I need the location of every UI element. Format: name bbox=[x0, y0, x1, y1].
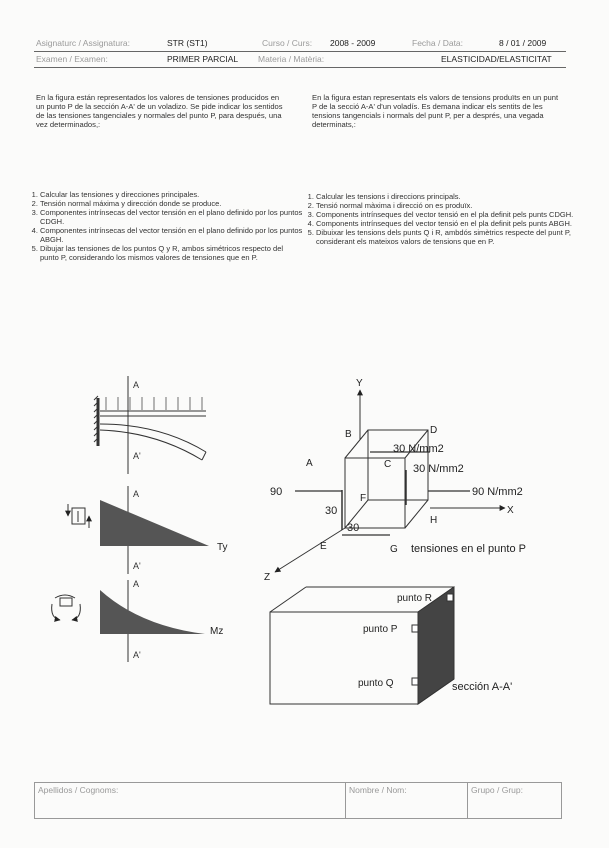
point-a-label: A bbox=[306, 458, 313, 469]
cantilever-beam-diagram bbox=[94, 376, 206, 474]
name-cell[interactable] bbox=[345, 783, 468, 818]
matter-value: ELASTICIDAD/ELASTICITAT bbox=[441, 54, 552, 64]
name-label: Nombre / Nom: bbox=[349, 785, 407, 795]
moment-diagram bbox=[52, 579, 224, 662]
question-ca-1: 1. Calcular les tensions i direccions principals. bbox=[316, 192, 579, 201]
intro-es: En la figura están representados los valores de tensiones producidos en un punto P de la sección A-A' de un voladizo. Se pide indicar los sentidos de las tensiones tangenciales y normales del punto P, para después, una vez determinados,: bbox=[36, 93, 283, 129]
exam-value: PRIMER PARCIAL bbox=[167, 54, 239, 64]
question-ca-3: 3. Components intrínseques del vector tensió en el pla definit pels punts CDGH. bbox=[316, 210, 579, 219]
student-info-box bbox=[34, 782, 562, 819]
axis-x-label: X bbox=[507, 505, 514, 516]
question-es-1: 1. Calcular las tensiones y direcciones principales. bbox=[40, 190, 303, 199]
stress-top-label: 30 N/mm2 bbox=[393, 443, 444, 455]
shear-area bbox=[100, 500, 209, 546]
point-e-label: E bbox=[320, 541, 327, 552]
point-d-label: D bbox=[430, 425, 438, 436]
ty-label: Ty bbox=[217, 542, 228, 553]
question-es-3: 3. Componentes intrínsecas del vector tensión en el plano definido por los puntos CDGH. bbox=[40, 208, 303, 226]
course-label: Curso / Curs: bbox=[262, 38, 313, 48]
moment-area bbox=[100, 590, 205, 634]
moment-section-a-label: A bbox=[133, 579, 140, 589]
seccion-label: sección A-A' bbox=[452, 681, 513, 693]
cube-caption: tensiones en el punto P bbox=[411, 543, 526, 555]
date-label: Fecha / Data: bbox=[412, 38, 464, 48]
beam-section-a-prime-label: A' bbox=[133, 451, 141, 461]
group-label: Grupo / Grup: bbox=[471, 785, 523, 795]
stress-left-normal-label: 90 bbox=[270, 486, 283, 498]
shear-diagram bbox=[68, 486, 228, 574]
intro-ca: En la figura estan representats els valors de tensions produïts en un punt P de la secció A-A' d'un voladís. Es demana indicar els sentits de les tensions tangencials i normals del punt P, per a després, una vegada determinats,: bbox=[312, 93, 559, 129]
question-ca-2: 2. Tensió normal màxima i direcció on es produïx. bbox=[316, 201, 579, 210]
question-es-4: 4. Componentes intrínsecas del vector tensión en el plano definido por los puntos ABGH. bbox=[40, 226, 303, 244]
punto-p-label: punto P bbox=[363, 624, 398, 635]
punto-q-label: punto Q bbox=[358, 678, 394, 689]
question-es-2: 2. Tensión normal máxima y dirección donde se produce. bbox=[40, 199, 303, 208]
axis-y-label: Y bbox=[356, 378, 363, 389]
surname-label: Apellidos / Cognoms: bbox=[38, 785, 119, 795]
stress-right-label: 30 N/mm2 bbox=[413, 463, 464, 475]
axis-z-label: Z bbox=[264, 572, 271, 583]
date-value: 8 / 01 / 2009 bbox=[499, 38, 547, 48]
mz-label: Mz bbox=[210, 626, 224, 637]
question-ca-5: 5. Dibuixar les tensions dels punts Q i R, ambdós simètrics respecte del punt P, considerant els mateixos valors de tensions que en P. bbox=[316, 228, 579, 246]
exam-label: Examen / Examen: bbox=[36, 54, 108, 64]
punto-r-label: punto R bbox=[397, 593, 433, 604]
shear-section-a-label: A bbox=[133, 489, 140, 499]
moment-sign-icon bbox=[52, 595, 81, 620]
moment-section-a-prime-label: A' bbox=[133, 650, 141, 660]
stress-30-bottom-label: 30 bbox=[347, 522, 360, 534]
point-g-label: G bbox=[390, 544, 398, 555]
shear-section-a-prime-label: A' bbox=[133, 561, 141, 571]
question-es-5: 5. Dibujar las tensiones de los puntos Q y R, ambos simétricos respecto del punto P, considerando los mismos valores de tensiones que en P. bbox=[40, 244, 303, 262]
matter-label: Materia / Matèria: bbox=[258, 54, 325, 64]
group-cell[interactable] bbox=[467, 783, 562, 818]
point-h-label: H bbox=[430, 515, 438, 526]
section-face bbox=[418, 587, 454, 704]
subject-value: STR (ST1) bbox=[167, 38, 208, 48]
point-c-label: C bbox=[384, 459, 392, 470]
subject-label: Asignaturc / Assignatura: bbox=[36, 38, 131, 48]
question-ca-4: 4. Components intrínseques del vector tensió en el pla definit pels punts ABGH. bbox=[316, 219, 579, 228]
shear-sign-icon bbox=[68, 504, 89, 528]
beam-section-a-label: A bbox=[133, 380, 140, 390]
point-f-label: F bbox=[360, 493, 367, 504]
course-value: 2008 - 2009 bbox=[330, 38, 376, 48]
point-b-label: B bbox=[345, 429, 352, 440]
stress-30-front-label: 30 bbox=[325, 505, 338, 517]
stress-right-normal-label: 90 N/mm2 bbox=[472, 486, 523, 498]
